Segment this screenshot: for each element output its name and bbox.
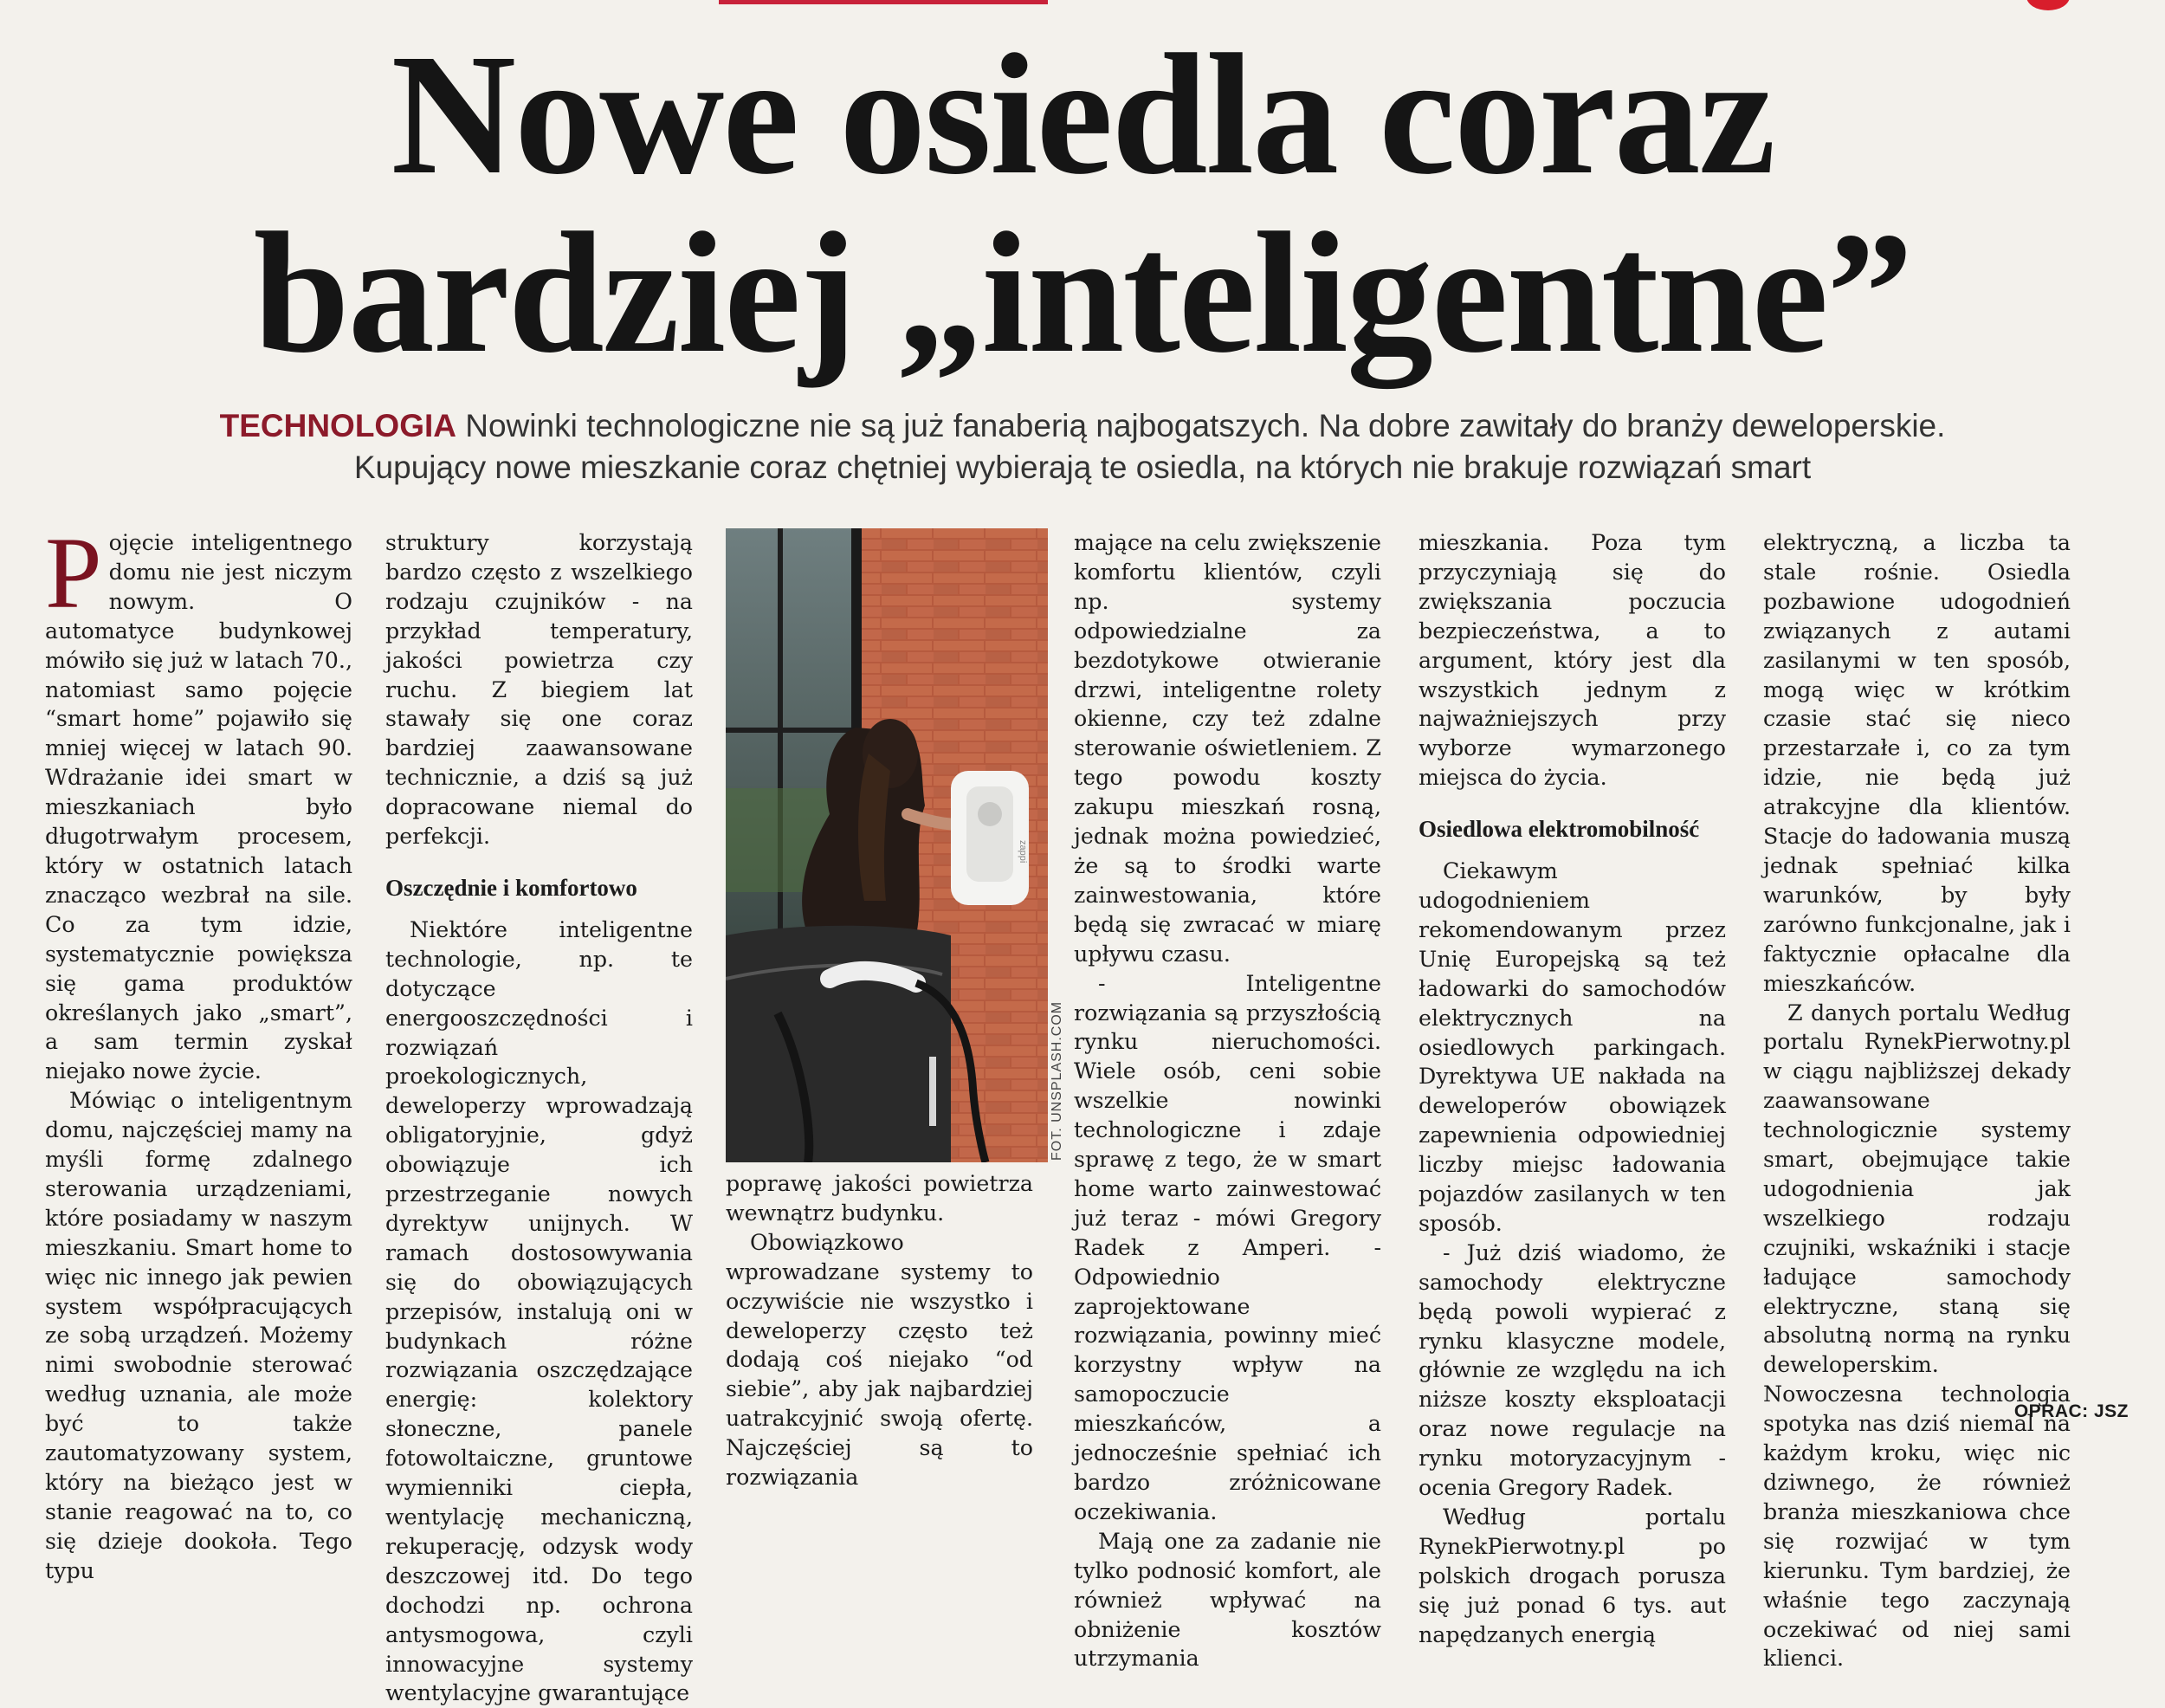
paragraph: Z danych portalu Według portalu RynekPierwotny.pl w ciągu najbliższej dekady zaawansowane technologicznie systemy smart, obejmujące takie udogodnienia jak wszelkiego rodzaju czujniki, wskaźniki i stacje ładujące samochody elektryczne, staną się absolutną normą na rynku deweloperskim. Nowoczesna technologia spotyka nas dziś niemal na każdym kroku, więc nic dziwnego, że również branża mieszkaniowa chce się rozwijać w tym kierunku. Tym bardziej, że właśnie tego zaczynają oczekiwać od niej sami klienci. xyxy=(1763,1000,2071,1672)
paragraph: poprawę jakości powietrza wewnątrz budynku. xyxy=(726,1171,1033,1226)
headline-line-1: Nowe osiedla coraz xyxy=(391,19,1774,210)
headline-line-2: bardziej „inteligentne” xyxy=(253,197,1912,389)
paragraph: Według portalu RynekPierwotny.pl po polskich drogach porusza się już ponad 6 tys. aut napędzanych energią xyxy=(1419,1504,1726,1647)
paragraph: Mówiąc o inteligentnym domu, najczęściej mamy na myśli formę zdalnego sterowania urządzeniami, które posiadamy w naszym mieszkaniu. Smart home to więc nic innego jak pewien system współpracujących ze sobą urządzeń. Możemy nimi swobodnie sterować według uznania, ale może być to także zautomatyzowany system, który na bieżąco jest w stanie reagować na to, co się dzieje dookoła. Tego typu xyxy=(45,1088,352,1583)
paragraph: mieszkania. Poza tym przyczyniają się do zwiększania poczucia bezpieczeństwa, a to argument, który jest dla wszystkich jednym z najważniejszych przy wyborze wymarzonego miejsca do życia. xyxy=(1419,530,1726,791)
author-signoff: OPRAC: JSZ xyxy=(2013,1401,2129,1421)
paragraph: Ciekawym udogodnieniem rekomendowanym przez Unię Europejską są też ładowarki do samochodów elektrycznych na osiedlowych parkingach. Dyrektywa UE nakłada na deweloperów obowiązek zapewnienia odpowiedniej liczby miejsc ładowania pojazdów zasilanych w ten sposób. xyxy=(1419,858,1726,1236)
lead-line-1 xyxy=(0,405,2165,447)
article-photo xyxy=(726,528,1048,1162)
paragraph: Niektóre inteligentne technologie, np. te dotyczące energooszczędności i rozwiązań proekologicznych, deweloperzy wprowadzają obligatoryjnie, gdyż obowiązuje ich przestrzeganie nowych dyrektyw unijnych. W ramach dostosowywania się do obowiązujących przepisów, instalują oni w budynkach różne rozwiązania oszczędzające energię: kolektory słoneczne, panele fotowoltaiczne, gruntowe wymienniki ciepła, wentylację mechaniczną, rekuperację, odzysk wody deszczowej itd. Do tego dochodzi np. ochrona antysmogowa, czyli innowacyjne systemy wentylacyjne gwarantujące xyxy=(385,916,693,1706)
lead-line-2: Kupujący nowe mieszkanie coraz chętniej wybierają te osiedla, na których nie brakuje rozwiązań smart xyxy=(353,450,1812,485)
paragraph: mające na celu zwiększenie komfortu klientów, czyli np. systemy odpowiedzialne za bezdotykowe otwieranie drzwi, inteligentne rolety okienne, czy też zdalne sterowanie oświetleniem. Z tego powodu koszty zakupu mieszkań rosną, jednak można powiedzieć, że są to środki warte zainwestowania, które będą się zwracać w miarę upływu czasu. xyxy=(1074,530,1381,967)
paragraph: Mają one za zadanie nie tylko podnosić komfort, ale również wpływać na obniżenie kosztów utrzymania xyxy=(1074,1528,1381,1672)
section-kicker: TECHNOLOGIA xyxy=(219,408,456,443)
article-column-3 xyxy=(726,1169,1033,1492)
article-column-5 xyxy=(1419,528,1726,1650)
paragraph xyxy=(45,516,352,1086)
article-column-1 xyxy=(45,516,352,1586)
ev-charger-photo xyxy=(726,528,1048,1162)
subheading: Oszczędnie i komfortowo xyxy=(385,874,637,901)
article-column-4 xyxy=(1074,528,1381,1673)
drop-cap: P xyxy=(45,516,102,630)
paragraph: struktury korzystają bardzo często z wszelkiego rodzaju czujników - na przykład temperatury, jakości powietrza czy ruchu. Z biegiem lat stawały się one coraz bardziej zaawansowane technicznie, a dziś są już dopracowane niemal do perfekcji. xyxy=(385,530,693,850)
paragraph: Obowiązkowo wprowadzane systemy to oczywiście nie wszystko i deweloperzy często też dodają coś niejako “od siebie”, aby jak najbardziej uatrakcyjnić swoją ofertę. Najczęściej są to rozwiązania xyxy=(726,1229,1033,1491)
headline xyxy=(0,19,2165,389)
paragraph: - Inteligentne rozwiązania są przyszłością rynku nieruchomości. Wiele osób, ceni sobie wszelkie nowinki technologiczne i zdaje sprawę z tego, że w smart home warto zainwestować już teraz - mówi Gregory Radek z Amperi. - Odpowiednio zaprojektowane rozwiązania, powinny mieć korzystny wpływ na samopoczucie mieszkańców, a jednocześnie spełniać ich bardzo zróżnicowane oczekiwania. xyxy=(1074,970,1381,1524)
section-accent-bar xyxy=(719,0,1048,4)
photo-credit: FOT. UNSPLASH.COM xyxy=(1050,1000,1064,1161)
charger-brand-label: zappi xyxy=(1018,840,1028,864)
lead-line-1-text: Nowinki technologiczne nie są już fanaberią najbogatszych. Na dobre zawitały do branży deweloperskie. xyxy=(456,408,1946,443)
paragraph: elektryczną, a liczba ta stale rośnie. Osiedla pozbawione udogodnień związanych z autami zasilanymi w ten sposób, mogą więc w krótkim czasie stać się nieco przestarzałe i, co za tym idzie, nie będą już atrakcyjne dla klientów. Stacje do ładowania muszą jednak spełniać kilka warunków, by były zarówno funkcjonalne, jak i faktycznie opłacalne dla mieszkańców. xyxy=(1763,530,2071,996)
section-marker-dot xyxy=(2026,0,2070,10)
paragraph-text: ojęcie inteligentnego domu nie jest niczym nowym. O automatyce budynkowej mówiło się już w latach 70., natomiast samo pojęcie “smart home” pojawiło się mniej więcej w latach 90. Wdrażanie idei smart w mieszkaniach było długotrwałym procesem, który w ostatnich latach znacząco wezbrał na sile. Co za tym idzie, systematycznie powiększa się gama produktów określanych jako „smart”, a sam termin zyskał niejako nowe życie. xyxy=(45,530,352,1084)
subheading: Osiedlowa elektromobilność xyxy=(1419,816,1700,843)
paragraph: - Już dziś wiadomo, że samochody elektryczne będą powoli wypierać z rynku klasyczne modele, głównie ze względu na ich niższe koszty eksploatacji oraz nowe regulacje na rynku motoryzacyjnym - ocenia Gregory Radek. xyxy=(1419,1239,1726,1501)
article-column-6 xyxy=(1763,528,2071,1673)
lead-paragraph xyxy=(0,405,2165,488)
article-column-2 xyxy=(385,528,693,1708)
